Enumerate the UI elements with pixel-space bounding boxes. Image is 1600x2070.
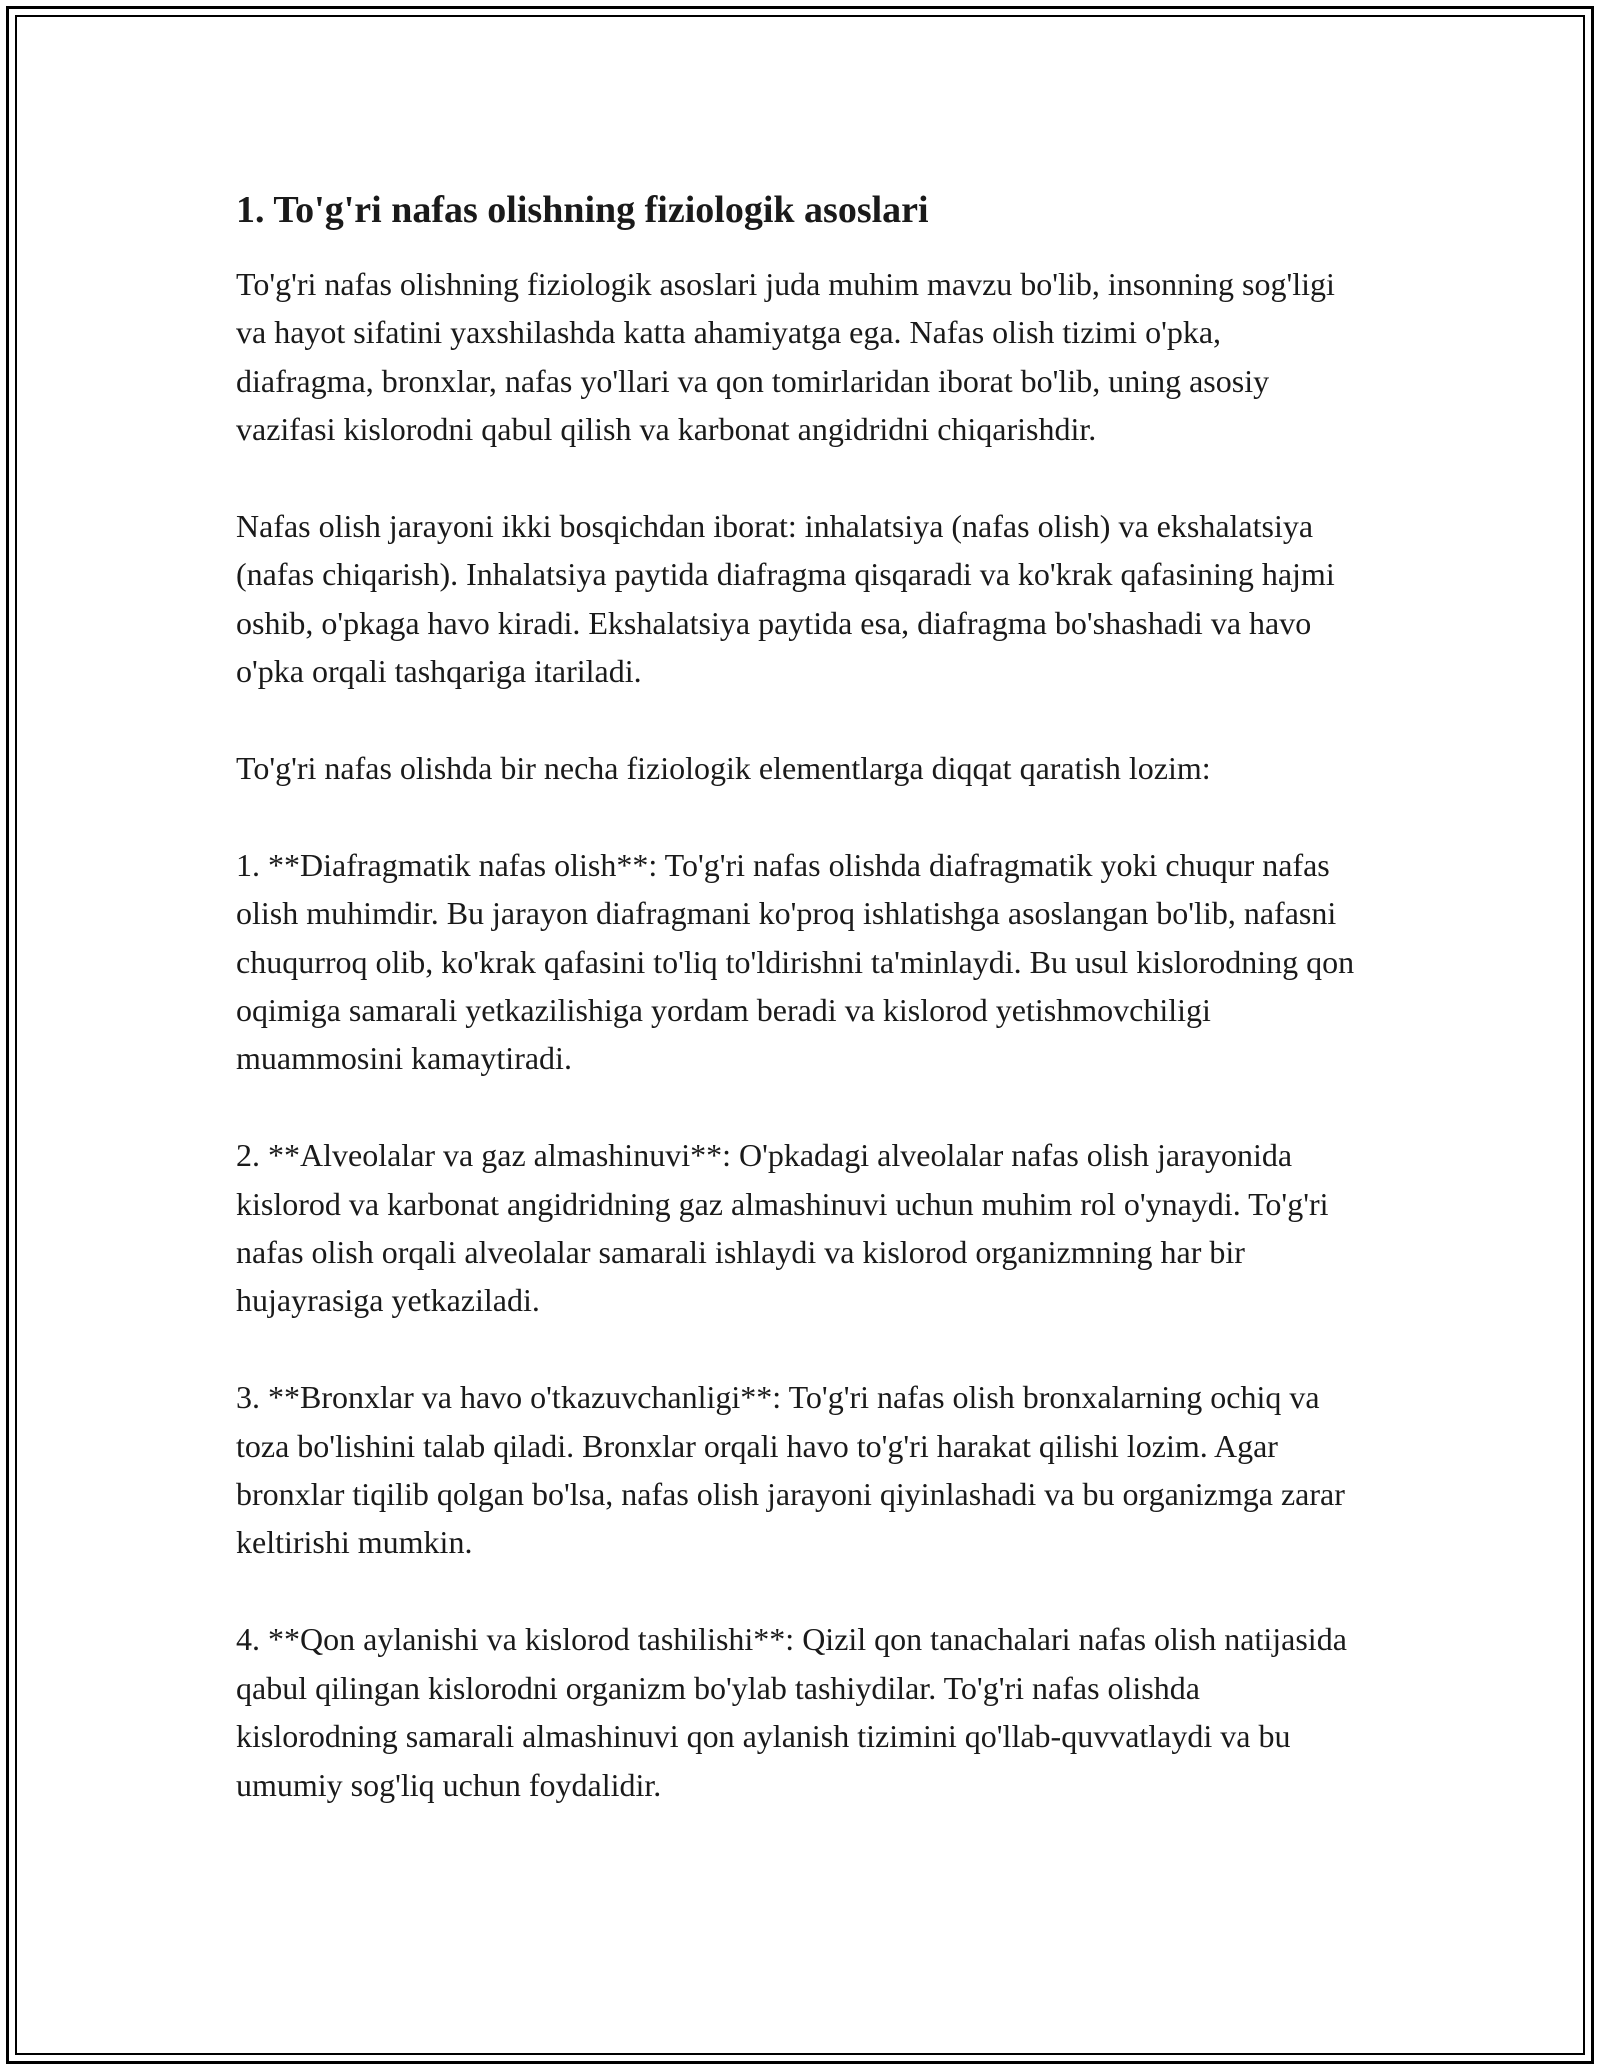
list-item-circulation: 4. **Qon aylanishi va kislorod tashilishi**: Qizil qon tanachalari nafas olish natijasida qabul qilingan kislorodni organizm bo'ylab tashiydilar. To'g'ri nafas olishda kislorodning samarali almashinuvi qon aylanish tizimini qo'llab-quvvatlaydi va bu umumiy sog'liq uchun foydalidir. — [236, 1621, 1347, 1803]
paragraph-breathing-phases: Nafas olish jarayoni ikki bosqichdan iborat: inhalatsiya (nafas olish) va ekshalatsiya (nafas chiqarish). Inhalatsiya paytida diafragma qisqaradi va ko'krak qafasining hajmi oshib, o'pkaga havo kiradi. Ekshalatsiya paytida esa, diafragma bo'shashadi va havo o'pka orqali tashqariga itariladi. — [236, 508, 1335, 690]
section-title: 1. To'g'ri nafas olishning fiziologik asoslari — [236, 189, 929, 231]
document-body — [236, 186, 1366, 1809]
list-item-alveoli: 2. **Alveolalar va gaz almashinuvi**: O'pkadagi alveolalar nafas olish jarayonida kislorod va karbonat angidridning gaz almashinuvi uchun muhim rol o'ynaydi. To'g'ri nafas olish orqali alveolalar samarali ishlaydi va kislorod organizmning har bir hujayrasiga yetkaziladi. — [236, 1137, 1329, 1319]
list-item-bronchi: 3. **Bronxlar va havo o'tkazuvchanligi**: To'g'ri nafas olish bronxalarning ochiq va toza bo'lishini talab qiladi. Bronxlar orqali havo to'g'ri harakat qilishi lozim. Agar bronxlar tiqilib qolgan bo'lsa, nafas olish jarayoni qiyinlashadi va bu organizmga zarar keltirishi mumkin. — [236, 1379, 1345, 1561]
paragraph-elements-intro: To'g'ri nafas olishda bir necha fiziologik elementlarga diqqat qaratish lozim: — [236, 750, 1211, 787]
paragraph-intro: To'g'ri nafas olishning fiziologik asoslari juda muhim mavzu bo'lib, insonning sog'ligi va hayot sifatini yaxshilashda katta ahamiyatga ega. Nafas olish tizimi o'pka, diafragma, bronxlar, nafas yo'llari va qon tomirlaridan iborat bo'lib, uning asosiy vazifasi kislorodni qabul qilish va karbonat angidridni chiqarishdir. — [236, 266, 1335, 448]
list-item-diaphragmatic: 1. **Diafragmatik nafas olish**: To'g'ri nafas olishda diafragmatik yoki chuqur nafas olish muhimdir. Bu jarayon diafragmani ko'proq ishlatishga asoslangan bo'lib, nafasni chuqurroq olib, ko'krak qafasini to'liq to'ldirishni ta'minlaydi. Bu usul kislorodning qon oqimiga samarali yetkazilishiga yordam beradi va kislorod yetishmovchiligi muammosini kamaytiradi. — [236, 846, 1355, 1077]
